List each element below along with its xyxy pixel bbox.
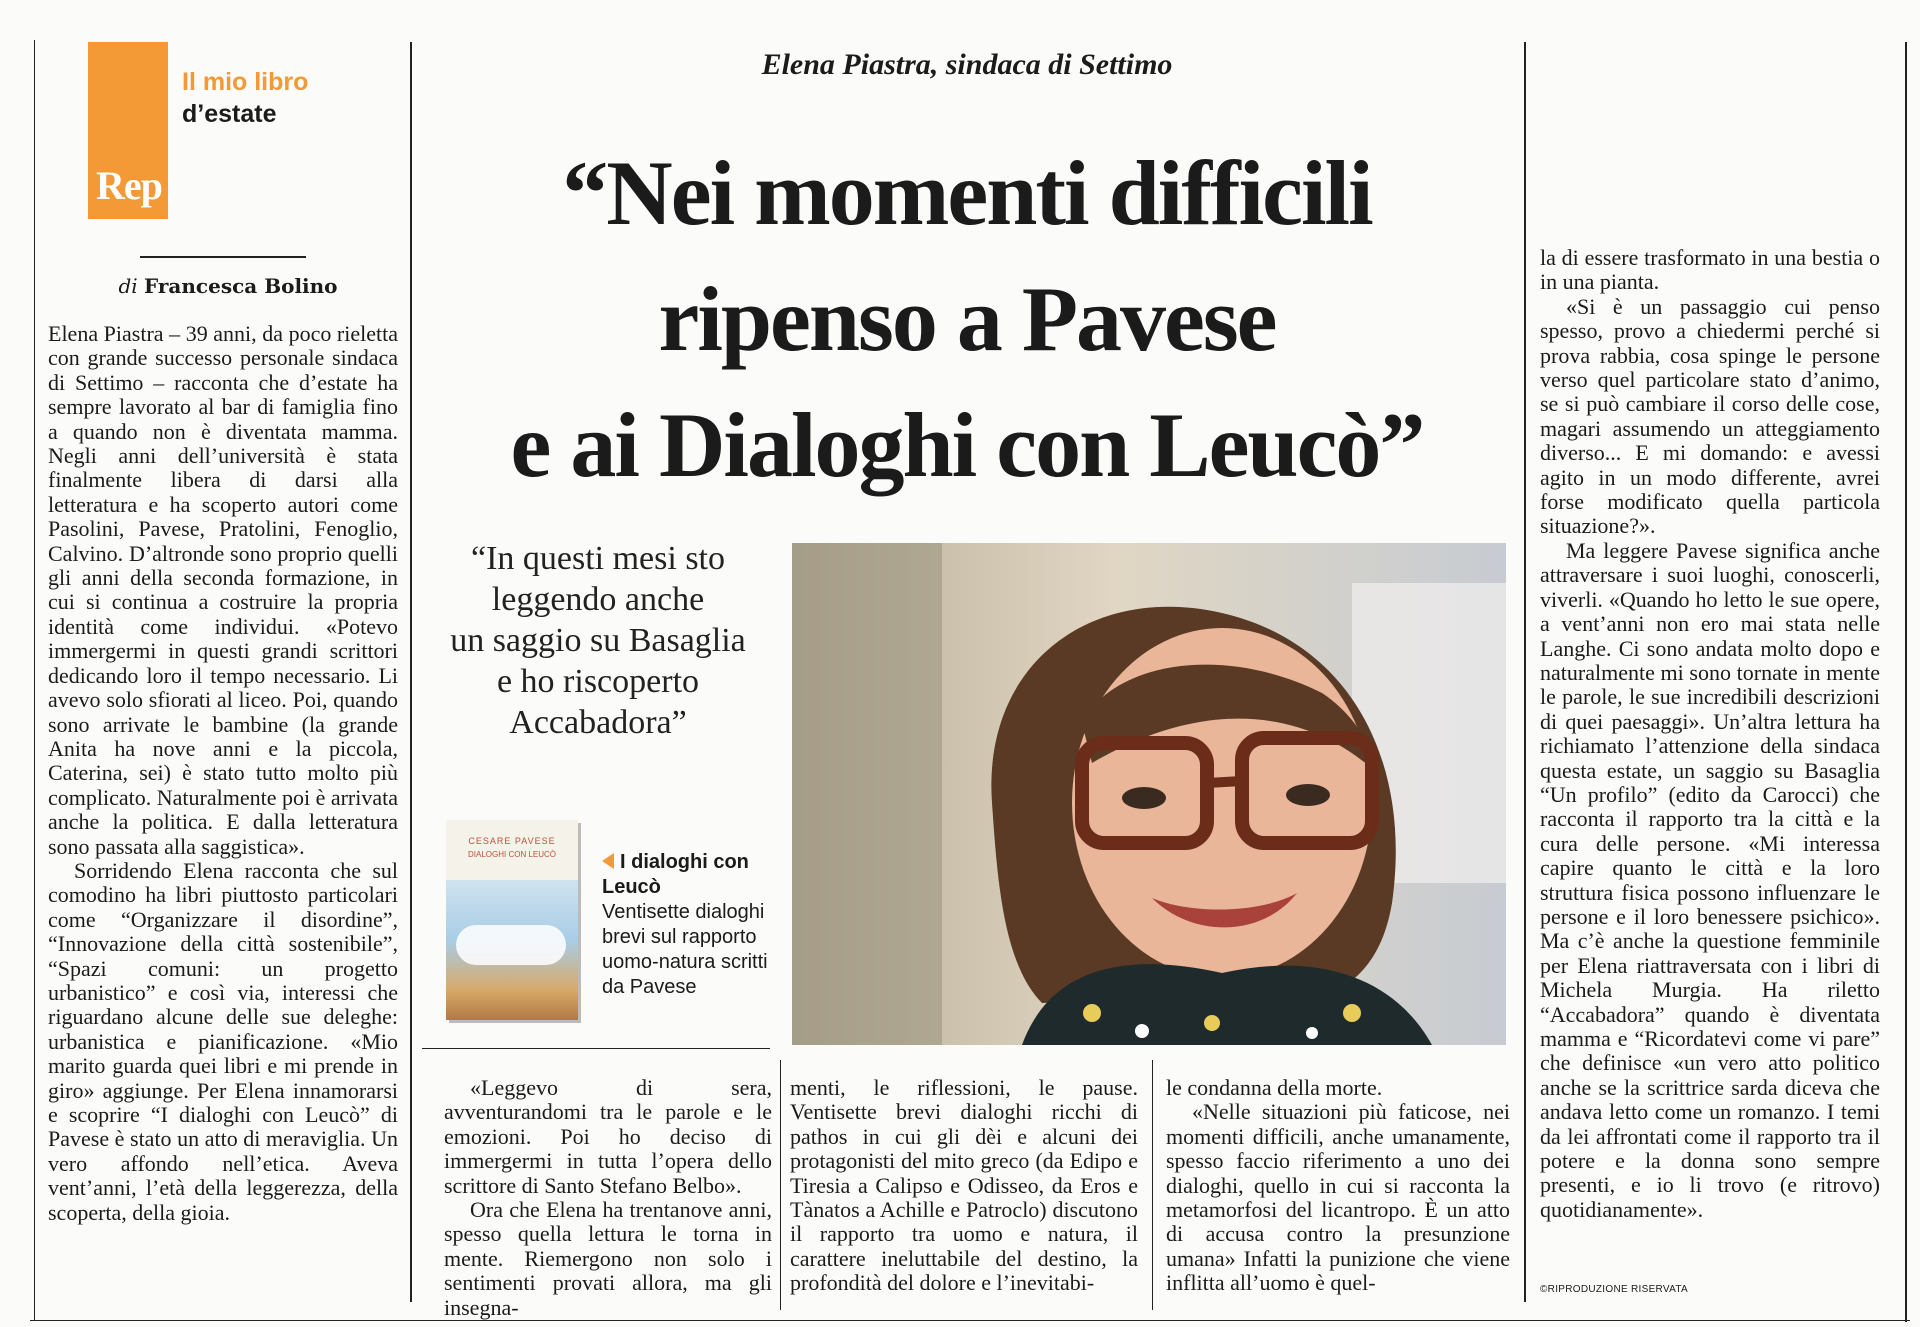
paragraph: «Nelle situazioni più faticose, nei momenti difficili, anche umanamente, spesso faccio riferimento a uno dei dialoghi, quello in cui si racconta la metamorfosi del licantropo. È un atto di accusa contro la presunzione umana» Infatti la punizione che viene inflitta all’uomo è quel- [1166, 1099, 1510, 1296]
paragraph: «Leggevo di sera, avventurandomi tra le parole e le emozioni. Poi ho deciso di immergermi in tutta l’opera dello scrittore di Santo Stefano Belbo». [444, 1075, 772, 1198]
copyright-notice: ©RIPRODUZIONE RISERVATA [1540, 1284, 1688, 1295]
byline-author: Francesca Bolino [144, 274, 338, 298]
pull-quote-line: e ho riscoperto [496, 663, 700, 700]
cloud-illustration [456, 925, 566, 965]
rep-logo [88, 42, 168, 219]
byline-prefix: di [118, 274, 138, 298]
book-cover-title: DIALOGHI CON LEUCÒ [467, 850, 556, 859]
sidebar-rule [422, 1048, 770, 1049]
portrait-illustration [792, 543, 1506, 1045]
pull-quote-line: Accabadora” [509, 704, 687, 741]
headline-line: “Nei momenti difficili [562, 142, 1372, 244]
portrait-photo [792, 543, 1506, 1045]
footer-rule [30, 1320, 1910, 1321]
left-edge-rule [34, 40, 35, 1320]
pull-quote-line: “In questi mesi sto [470, 540, 726, 577]
article-column-2 [444, 1076, 772, 1320]
bottom-column-rule-1 [780, 1060, 781, 1310]
article-column-5 [1540, 246, 1880, 1222]
paragraph: Elena Piastra – 39 anni, da poco rieletta con grande successo personale sindaca di Settimo – racconta che d’estate ha sempre lavorato al bar di famiglia fino a quando non è diventata mamma. Negli anni dell’università è stata finalmente libera di darsi alla letteratura e ha scoperto autori come Pasolini, Pavese, Pratolini, Fenoglio, Calvino. D’altronde sono proprio quelli gli anni della seconda formazione, in cui si continua a costruire la propria identità come individui. «Potevo immergermi in questi grandi scrittori dedicando loro il tempo necessario. Li avevo solo sfiorati al liceo. Poi, quando sono arrivate le bambine (la grande Anita ha nove anni e la piccola, Caterina, sei) è stato tutto molto più complicato. Naturalmente poi è arrivata anche la politica. E dalla letteratura sono passata alla saggistica». [48, 321, 399, 859]
byline [48, 274, 408, 298]
book-cover-image [446, 820, 578, 1020]
paragraph: le condanna della morte. [1166, 1075, 1383, 1100]
overline: Elena Piastra, sindaca di Settimo [761, 48, 1173, 81]
rep-logo-text: Rep [96, 163, 162, 208]
column-rule-right [1524, 42, 1526, 1302]
byline-rule [140, 256, 306, 258]
column-rule-far-right [1905, 42, 1907, 1322]
paragraph: menti, le riflessioni, le pause. Ventisette brevi dialoghi ricchi di pathos in cui gli dèi e alcuni dei protagonisti del mito greco (da Edipo e Tiresia a Calipso e Odisseo, da Eros e Tànatos a Achille e Patroclo) discutono il rapporto tra uomo e natura, il carattere ineluttabile del destino, la profondità del dolore e l’inevitabi- [790, 1075, 1138, 1296]
headline-line: ripenso a Pavese [658, 268, 1276, 370]
bottom-column-rule-2 [1152, 1060, 1153, 1310]
paragraph: Ma leggere Pavese significa anche attraversare i suoi luoghi, conoscerli, viverli. «Quando ho letto le sue opere, a vent’anni non ero mai stata nelle Langhe. Ci sono andata molto dopo e naturalmente mi sono tornate in mente le parole, le sue incredibili descrizioni di quei paesaggi». Un’altra lettura ha richiamato l’attenzione della sindaca questa estate, un saggio su Basaglia “Un profilo” (edito da Carocci) che racconta il rapporto tra la città e la cura delle persone. «Mi interessa capire quanto le città e la loro struttura fisica possono influenzare le persone e il loro benessere psichico». Ma c’è anche la questione femminile per Elena riattraversata con i libri di Michela Murgia. Ha riletto “Accabadora” quando è diventata mamma e “Ricordatevi come vi pare” che definisce «un vero atto politico anche se la scrittrice sarda diceva che andava letto come un romanzo. I temi da lei affrontati come il rapporto tra il potere e la donna sono sempre presenti, e io li trovo (e ritrovo) quotidianamente». [1540, 537, 1880, 1222]
pull-quote-line: un saggio su Basaglia [450, 622, 746, 659]
paragraph: la di essere trasformato in una bestia o in una pianta. [1540, 245, 1880, 295]
book-caption-title [602, 850, 778, 900]
book-cover-author: CESARE PAVESE [468, 836, 556, 846]
paragraph: «Si è un passaggio cui penso spesso, provo a chiedermi perché si prova rabbia, cosa spinge le persone verso quel particolare stato d’animo, se si può cambiare il corso delle cose, magari assumendo un atteggiamento diverso... E mi domando: e avessi agito in un modo differente, avrei forse modificato quella particola situazione?». [1540, 293, 1880, 539]
headline-line: e ai Dialoghi con Leucò” [510, 394, 1424, 496]
section-kicker: Il mio libro [182, 68, 309, 96]
caption-arrow-icon [602, 853, 614, 869]
paragraph: Sorridendo Elena racconta che sul comodino ha libri piuttosto particolari come “Organizzare il disordine”, “Innovazione della città sostenibile”, “Spazi comuni: un progetto urbanistico” e così via, interessi che riguardano alcune delle sue deleghe: urbanistica e pianificazione. «Mio marito guarda quei libri e mi prende in giro» aggiunge. Per Elena innamorarsi e scoprire “I dialoghi con Leucò” di Pavese è stato un atto di meraviglia. Un vero affondo nell’etica. Aveva vent’anni, l’età della leggerezza, della scoperta, della gioia. [48, 857, 398, 1225]
article-column-4 [1166, 1076, 1510, 1296]
pull-quote-line: leggendo anche [491, 581, 705, 618]
article-column-1 [48, 322, 398, 1225]
book-caption-title-text: I dialoghi con Leucò [602, 851, 749, 898]
article-column-3 [790, 1076, 1138, 1296]
paragraph: Ora che Elena ha trentanove anni, spesso quella lettura le torna in mente. Riemergono non solo i sentimenti provati allora, ma gli insegna- [444, 1197, 772, 1320]
section-kicker-sub: d’estate [182, 100, 277, 128]
headline [412, 130, 1522, 508]
book-caption-text: Ventisette dialoghi brevi sul rapporto uomo-natura scritti da Pavese [602, 901, 768, 998]
pull-quote [412, 538, 784, 743]
